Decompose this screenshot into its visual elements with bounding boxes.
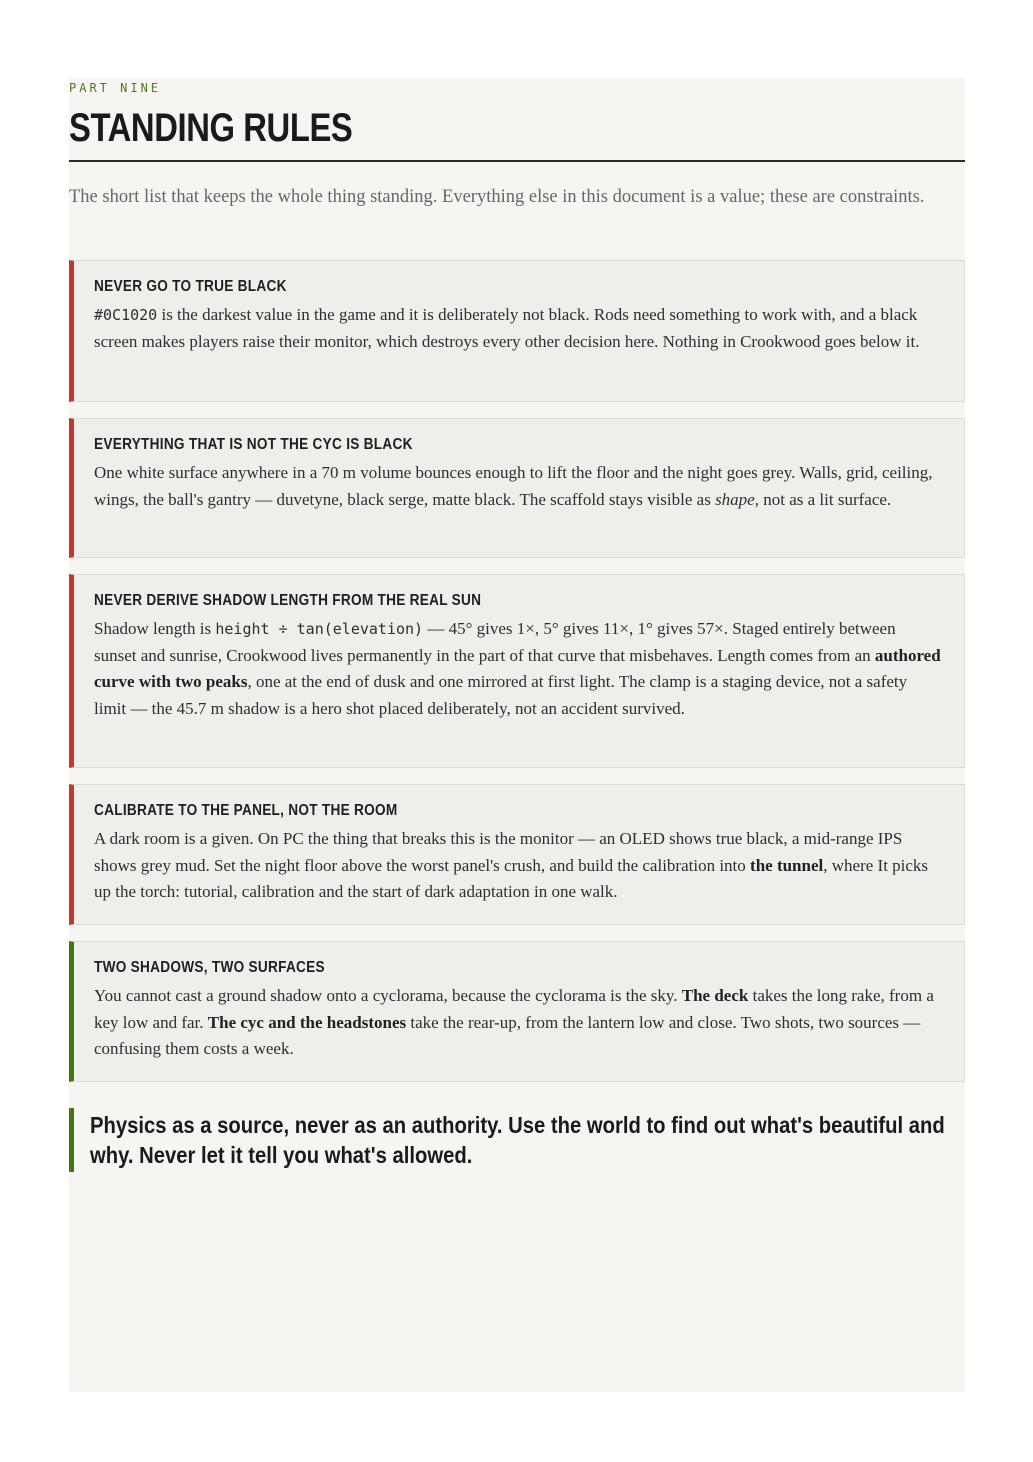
- closing-text: Physics as a source, never as an authority. Use the world to find out what's beautiful and why. Never let it tell you what's allowed.: [90, 1112, 945, 1168]
- document-page: [69, 78, 965, 1392]
- strong-text: The cyc and the headstones: [207, 1012, 407, 1032]
- rule-body: #0C1020 is the darkest value in the game and it is deliberately not black. Rods need something to work with, and a black screen makes players raise their monitor, which destroys every other decision here. Nothing in Crookwood goes below it.: [94, 305, 920, 351]
- strong-text: The deck: [681, 986, 749, 1005]
- section-intro: The short list that keeps the whole thing standing. Everything else in this document is a value; these are constraints.: [69, 187, 925, 207]
- rule-heading: TWO SHADOWS, TWO SURFACES: [94, 959, 325, 976]
- rule-heading: NEVER DERIVE SHADOW LENGTH FROM THE REAL SUN: [94, 592, 482, 609]
- rule-card-calibrate: [69, 784, 965, 925]
- section-eyebrow: PART NINE: [69, 81, 162, 95]
- rule-heading: EVERYTHING THAT IS NOT THE CYC IS BLACK: [94, 436, 413, 453]
- rule-body: You cannot cast a ground shadow onto a cyclorama, because the cyclorama is the sky. The deck takes the long rake, from a key low and far. The cyc and the headstones take the rear-up, from the lantern low and close. Two shots, two sources — confusing them costs a week.: [94, 986, 934, 1059]
- rule-heading: NEVER GO TO TRUE BLACK: [94, 278, 287, 295]
- formula-code: height ÷ tan(elevation): [215, 620, 424, 638]
- emphasis-text: shape: [715, 489, 755, 509]
- strong-text: the tunnel: [750, 855, 824, 875]
- rule-body: A dark room is a given. On PC the thing that breaks this is the monitor — an OLED shows true black, a mid-range IPS shows grey mud. Set the night floor above the worst panel's crush, and build the calibration into the tunnel, where It picks up the torch: tutorial, calibration and the start of dark adaptation in one walk.: [94, 829, 929, 902]
- rule-body: One white surface anywhere in a 70 m volume bounces enough to lift the floor and the night goes grey. Walls, grid, ceiling, wings, the ball's gantry — duvetyne, black serge, matte black. The scaffold stays visible as shape, not as a lit surface.: [94, 463, 933, 509]
- closing-pullquote: [69, 1108, 965, 1172]
- rule-card-shadow-length: [69, 574, 965, 768]
- rule-body: Shadow length is height ÷ tan(elevation) — 45° gives 1×, 5° gives 11×, 1° gives 57×. Staged entirely between sunset and sunrise, Crookwood lives permanently in the part of that curve that misbehaves. Length comes from an authored curve with two peaks, one at the end of dusk and one mirrored at first light. The clamp is a staging device, not a safety limit — the 45.7 m shadow is a hero shot placed deliberately, not an accident survived.: [94, 619, 941, 719]
- rule-card-two-shadows: [69, 941, 965, 1082]
- color-code: #0C1020: [94, 306, 158, 324]
- title-divider: [69, 160, 965, 162]
- rule-card-cyc-black: [69, 418, 965, 558]
- section-title: STANDING RULES: [69, 106, 353, 150]
- strong-text: authored curve with two peaks: [94, 645, 941, 692]
- rule-heading: CALIBRATE TO THE PANEL, NOT THE ROOM: [94, 802, 398, 819]
- rule-card-true-black: [69, 260, 965, 402]
